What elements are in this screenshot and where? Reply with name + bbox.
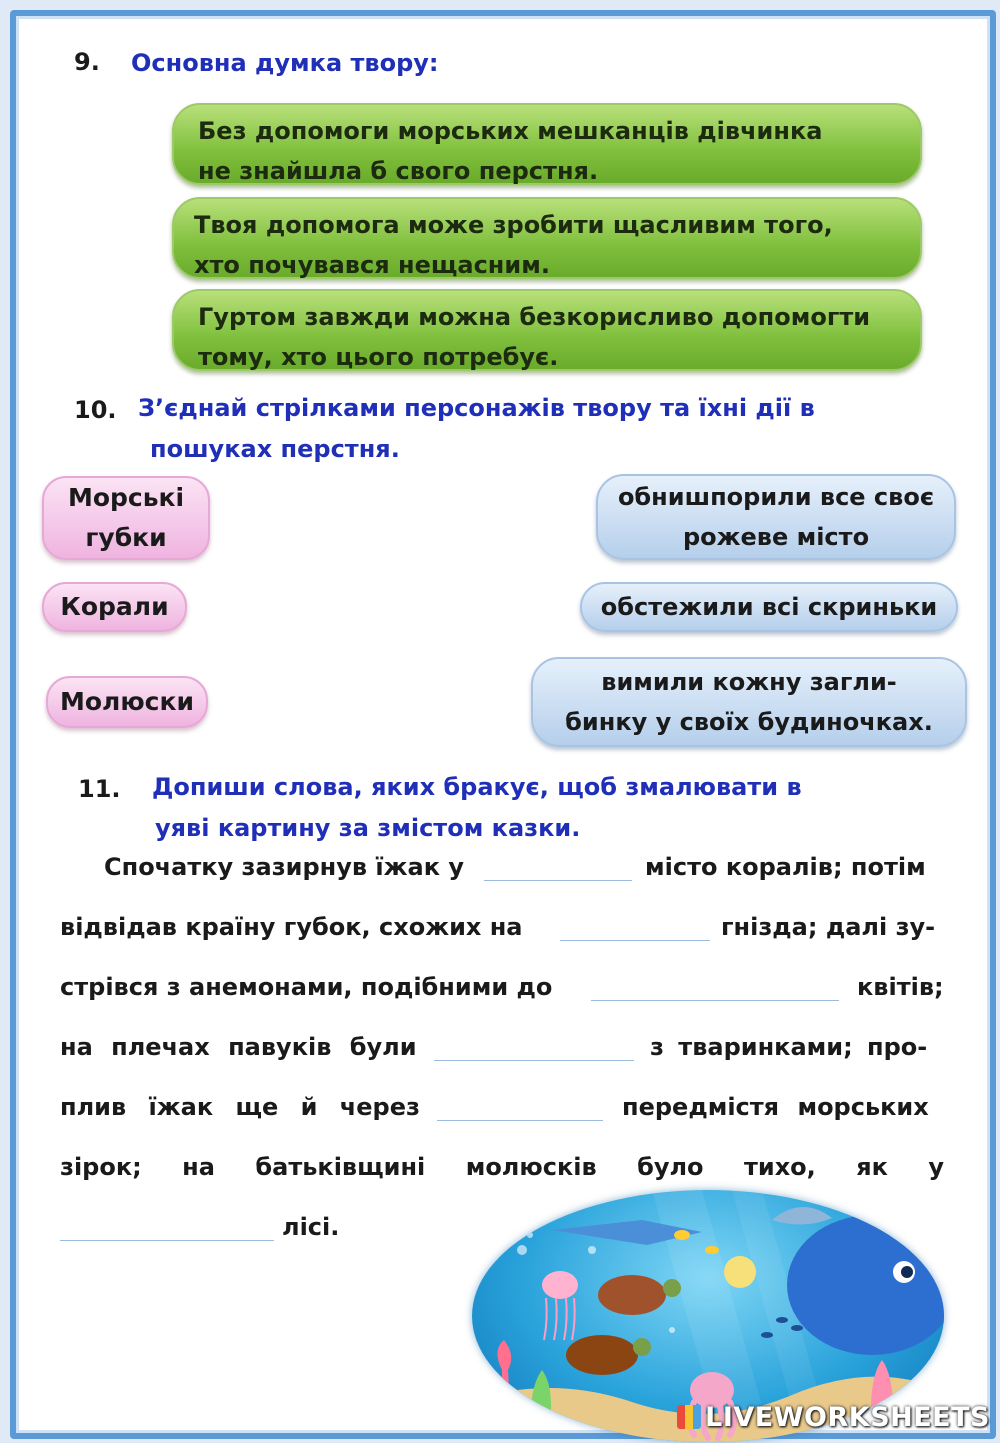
- text-line-7: лісі.: [282, 1213, 340, 1241]
- liveworksheets-logo-icon: [677, 1405, 701, 1429]
- text-line-5b: передмістя морських: [622, 1093, 929, 1121]
- q9-option-3[interactable]: [172, 289, 922, 371]
- text-line-2b: гнізда; далі зу-: [721, 913, 936, 941]
- character-mollusks-label: Молюски: [60, 687, 194, 716]
- text-line-1b: місто коралів; потім: [645, 853, 926, 881]
- action-checked-boxes[interactable]: [580, 582, 958, 632]
- q9-option-1-line1: Без допомоги морських мешканців дівчинка: [198, 117, 823, 145]
- q9-option-2-line2: хто почувався нещасним.: [194, 251, 550, 279]
- q9-option-3-line1: Гуртом завжди можна безкорисливо допомогти: [198, 303, 871, 331]
- q9-option-1[interactable]: [172, 103, 922, 185]
- blank-4[interactable]: [434, 1036, 634, 1065]
- text-line-2a: відвідав країну губок, схожих на: [60, 913, 523, 941]
- blank-5[interactable]: [437, 1096, 603, 1125]
- q9-number: 9.: [74, 48, 100, 76]
- action-washed-houses-line1: вимили кожну загли-: [601, 668, 897, 696]
- blank-3[interactable]: [591, 976, 839, 1005]
- q11-title-line2: уяві картину за змістом казки.: [155, 814, 581, 842]
- q11-title-line1: Допиши слова, яких бракує, щоб змалювати в: [152, 773, 802, 801]
- character-mollusks[interactable]: [46, 676, 208, 728]
- character-corals[interactable]: [42, 582, 187, 632]
- action-searched-city-line2: рожеве місто: [682, 523, 870, 551]
- liveworksheets-logo: [677, 1402, 990, 1433]
- q11-number: 11.: [78, 775, 121, 803]
- text-line-3a: стрівся з анемонами, подібними до: [60, 973, 553, 1001]
- action-checked-boxes-label: обстежили всі скриньки: [600, 593, 938, 621]
- character-sponges-line1: Морські: [67, 483, 185, 512]
- text-line-3b: квітів;: [857, 973, 944, 1001]
- blank-6[interactable]: [60, 1216, 274, 1245]
- q9-option-2-line1: Твоя допомога може зробити щасливим того,: [194, 211, 833, 239]
- action-washed-houses-line2: бинку у своїх будиночках.: [565, 708, 933, 736]
- action-washed-houses[interactable]: [531, 657, 967, 747]
- character-sponges[interactable]: [42, 476, 210, 560]
- blank-2[interactable]: [560, 916, 710, 945]
- q9-option-1-line2: не знайшла б свого перстня.: [198, 157, 599, 185]
- q9-title: Основна думка твору:: [131, 49, 439, 77]
- action-searched-city[interactable]: [596, 474, 956, 560]
- text-line-4a: на плечах павуків були: [60, 1033, 417, 1061]
- q10-number: 10.: [74, 396, 117, 424]
- q10-title-line1: З’єднай стрілками персонажів твору та їхні дії в: [138, 394, 815, 422]
- q9-option-2[interactable]: [172, 197, 922, 279]
- q10-title-line2: пошуках перстня.: [150, 435, 400, 463]
- liveworksheets-logo-text: LIVEWORKSHEETS: [705, 1402, 990, 1433]
- blank-1[interactable]: [484, 856, 632, 885]
- character-corals-label: Корали: [60, 592, 169, 621]
- text-line-4b: з тваринками; про-: [650, 1033, 928, 1061]
- text-line-1a: Спочатку зазирнув їжак у: [104, 853, 464, 881]
- q9-option-3-line2: тому, хто цього потребує.: [198, 343, 559, 371]
- text-line-6: зірок; на батьківщині молюсків було тихо, як у: [60, 1153, 944, 1181]
- text-line-5a: плив їжак ще й через: [60, 1093, 420, 1121]
- character-sponges-line2: губки: [85, 523, 167, 552]
- action-searched-city-line1: обнишпорили все своє: [617, 483, 935, 511]
